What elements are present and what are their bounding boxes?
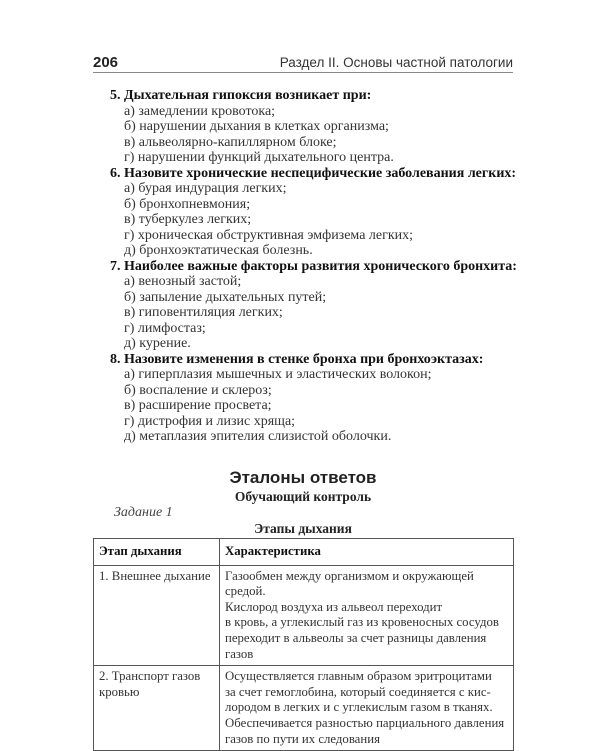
answer-option: а) замедлении кровотока; — [124, 103, 276, 119]
answer-option: д) курение. — [124, 336, 191, 351]
stage-line: 2. Транспорт газов — [99, 669, 201, 684]
answer-option: в) туберкулез легких; — [124, 212, 252, 227]
stage-cell — [94, 666, 220, 751]
answer-option: а) гиперплазия мышечных и эластических волокон; — [124, 367, 432, 382]
description-line: в кровь, а углекислый газ из кровеносных сосудов — [225, 615, 499, 630]
description-line: Кислород воздуха из альвеол переходит — [225, 599, 443, 614]
table-header-row — [94, 539, 514, 566]
answer-option: г) лимфостаз; — [124, 320, 206, 336]
question-text: 8. Назовите изменения в стенке бронха при бронхоэктазах: — [110, 351, 484, 367]
task-label: Задание 1 — [114, 505, 173, 520]
description-line: переходит в альвеолы за счет разницы давления газов — [225, 630, 487, 661]
answer-option: д) метаплазия эпителия слизистой оболочки. — [124, 429, 392, 444]
question-text: 5. Дыхательная гипоксия возникает при: — [110, 88, 372, 103]
table-caption: Этапы дыхания — [254, 521, 352, 536]
answer-option: а) бурая индурация легких; — [124, 181, 287, 196]
stage-cell — [94, 565, 220, 666]
description-line: Осуществляется главным образом эритроцитами — [225, 669, 492, 684]
answer-option: б) бронхопневмония; — [124, 196, 251, 212]
answer-option: б) нарушении дыхания в клетках организма; — [124, 119, 389, 134]
description-cell — [220, 666, 514, 751]
answer-option: б) воспаление и склероз; — [124, 382, 272, 398]
breathing-stages-table — [93, 538, 514, 751]
answer-option: в) альвеолярно-капиллярном блоке; — [124, 134, 337, 150]
answer-option: в) расширение просвета; — [124, 398, 272, 413]
answer-option: б) запыление дыхательных путей; — [124, 289, 327, 305]
description-line: лородом в легких и с углекислым газом в тканях. — [225, 700, 493, 715]
stage-line: 1. Внешнее дыхание — [99, 568, 211, 583]
column-header: Этап дыхания — [94, 539, 220, 566]
page-number: 206 — [93, 54, 119, 71]
description-line: газов по пути их следования — [225, 731, 380, 746]
section-title: Раздел II. Основы частной патологии — [279, 55, 513, 70]
questions-list — [110, 88, 530, 445]
description-cell — [220, 565, 514, 666]
answer-option: в) гиповентиляция легких; — [124, 305, 283, 320]
answer-option: а) венозный застой; — [124, 274, 242, 289]
answers-subtitle: Обучающий контроль — [234, 489, 372, 504]
answer-option: г) нарушении функций дыхательного центра. — [124, 150, 394, 165]
question-text: 6. Назовите хронические неспецифические заболевания легких: — [110, 165, 517, 181]
table-row — [94, 666, 514, 751]
description-line: Обеспечивается разностью парциального давления — [225, 715, 505, 730]
table-row — [94, 565, 514, 666]
answers-title: Эталоны ответов — [229, 468, 377, 487]
description-line: Газообмен между организмом и окружающей средой. — [225, 568, 474, 599]
answer-option: д) бронхоэктатическая болезнь. — [124, 243, 313, 258]
question-text: 7. Наиболее важные факторы развития хронического бронхита: — [110, 258, 517, 274]
answer-option: г) дистрофия и лизис хряща; — [124, 413, 296, 429]
column-header: Характеристика — [220, 539, 514, 566]
stage-line: кровью — [99, 684, 140, 699]
answer-option: г) хроническая обструктивная эмфизема легких; — [124, 227, 414, 243]
description-line: за счет гемоглобина, который соединяется с кис- — [225, 684, 491, 699]
running-header — [93, 52, 513, 73]
